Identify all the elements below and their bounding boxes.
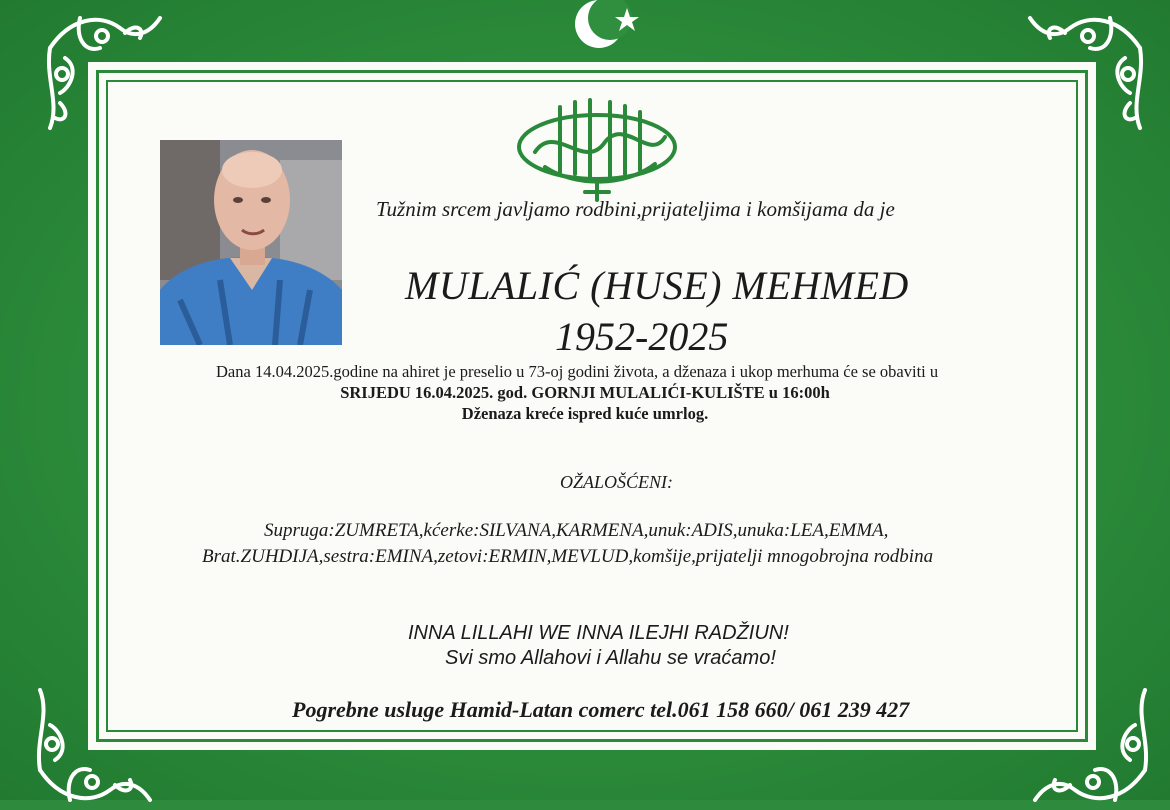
crescent-star-icon [565, 0, 645, 58]
mourners-line: Supruga:ZUMRETA,kćerke:SILVANA,KARMENA,unuk:ADIS,unuka:LEA,EMMA, [264, 520, 889, 541]
deceased-name: MULALIĆ (HUSE) MEHMED [405, 263, 909, 308]
calligraphy-emblem [515, 92, 680, 202]
funeral-info-line: Dana 14.04.2025.godine na ahiret je preselio u 73-oj godini života, a dženaza i ukop merhuma će se obaviti u [216, 362, 939, 381]
funeral-date-location: SRIJEDU 16.04.2025. god. GORNJI MULALIĆI-KULIŠTE u 16:00h [340, 383, 830, 402]
mourners-heading: OŽALOŠĆENI: [560, 472, 674, 492]
life-years: 1952-2025 [555, 314, 729, 359]
deceased-photo [160, 140, 342, 345]
funeral-services-footer: Pogrebne usluge Hamid-Latan comerc tel.061 158 660/ 061 239 427 [292, 697, 910, 722]
prayer-translation: Svi smo Allahovi i Allahu se vraćamo! [445, 647, 776, 669]
intro-text: Tužnim srcem javljamo rodbini,prijateljima i komšijama da je [376, 197, 895, 221]
funeral-start-note: Dženaza kreće ispred kuće umrlog. [461, 404, 709, 423]
prayer-text: INNA LILLAHI WE INNA ILEJHI RADŽIUN! [408, 622, 789, 644]
mourners-line: Brat.ZUHDIJA,sestra:EMINA,zetovi:ERMIN,MEVLUD,komšije,prijatelji mnogobrojna rodbina [202, 546, 934, 567]
